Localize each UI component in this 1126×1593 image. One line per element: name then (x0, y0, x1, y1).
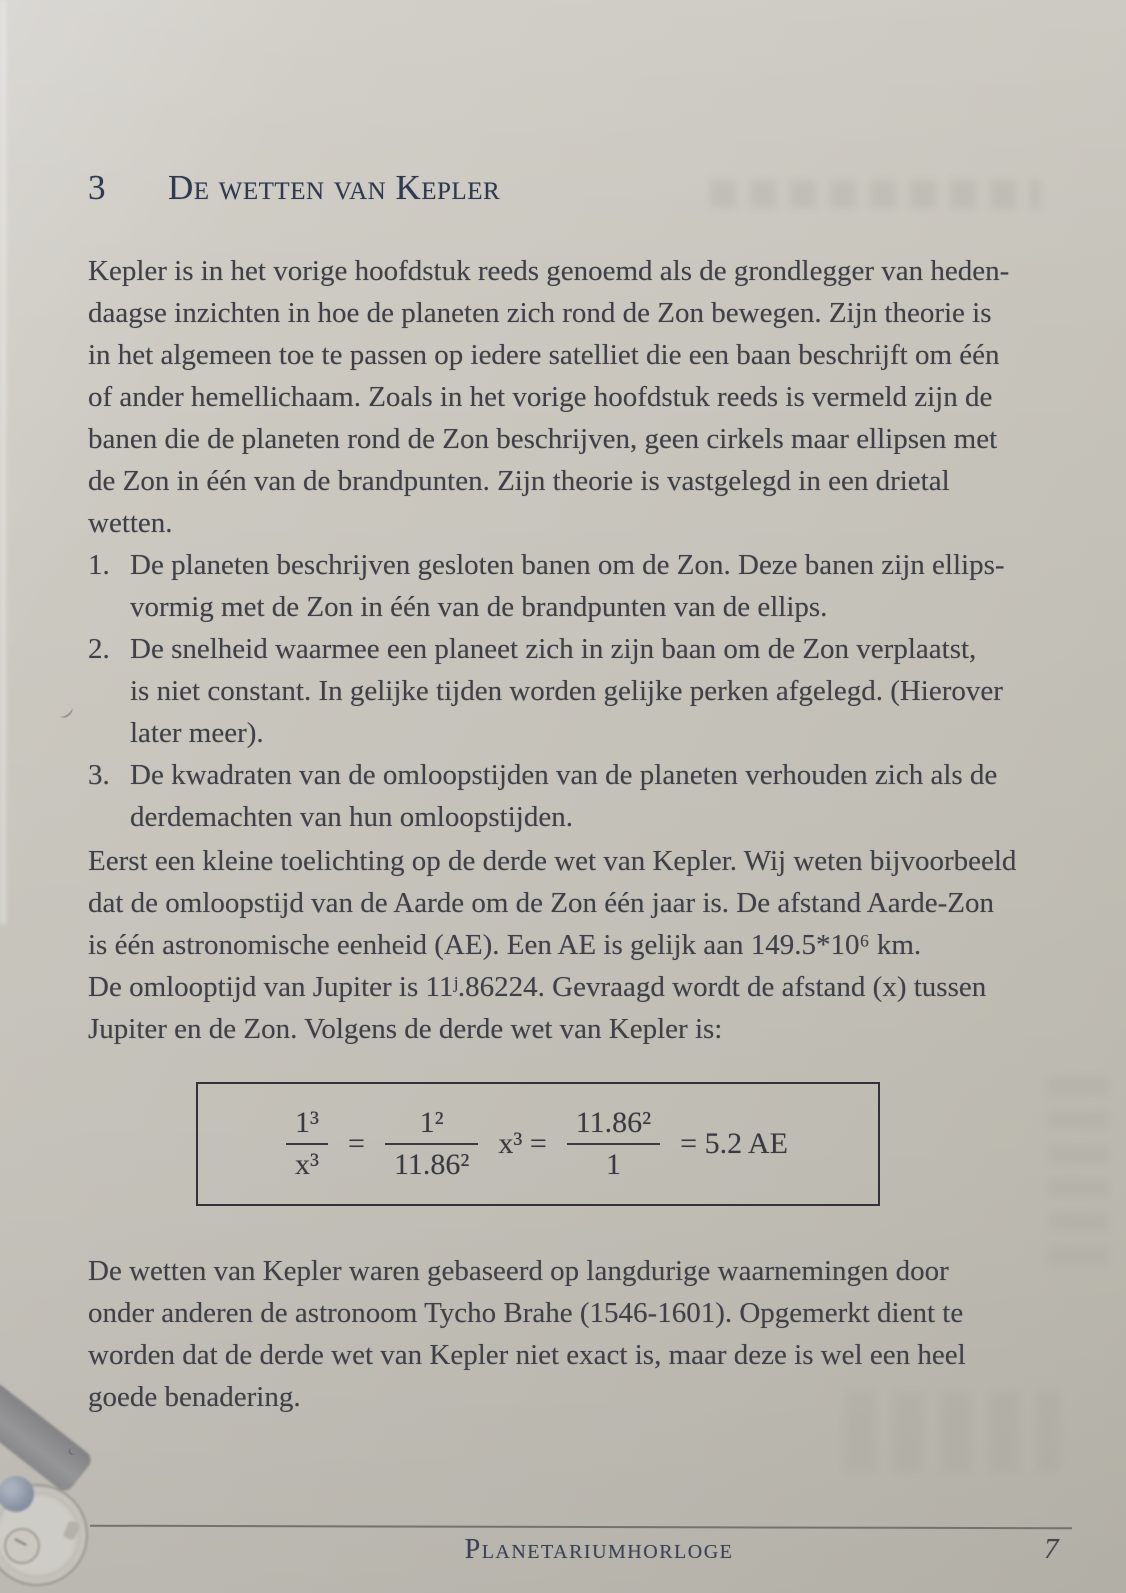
text-line: De omlooptijd van Jupiter is 11ʲ.86224. Gevraagd wordt de afstand (x) tussen (88, 971, 987, 1003)
text-line: is één astronomische eenheid (AE). Een AE is gelijk aan 149.5*10⁶ km. (88, 929, 922, 961)
text-line: derdemachten van hun omloopstijden. (130, 801, 573, 833)
text-line: De wetten van Kepler waren gebaseerd op langdurige waarnemingen door (88, 1255, 949, 1287)
text-line: Eerst een kleine toelichting op de derde wet van Kepler. Wij weten bijvoorbeeld (88, 845, 1017, 877)
fraction (385, 1106, 478, 1182)
text-line: is niet constant. In gelijke tijden worden gelijke perken afgelegd. (Hierover (130, 675, 1003, 707)
page-number: 7 (1044, 1533, 1059, 1565)
fraction-numerator: 1² (419, 1106, 444, 1139)
list-item-number: 2. (88, 633, 110, 665)
text-line: de Zon in één van de brandpunten. Zijn theorie is vastgelegd in een drietal (88, 465, 950, 497)
chapter-number: 3 (88, 168, 106, 207)
chapter-heading (88, 168, 500, 208)
text-line: wetten. (88, 507, 173, 539)
list-item (88, 628, 1068, 754)
text-line: Jupiter en de Zon. Volgens de derde wet van Kepler is: (88, 1013, 723, 1045)
fraction-denominator: 1 (567, 1143, 660, 1182)
text-line: onder anderen de astronoom Tycho Brahe (1546-1601). Opgemerkt dient te (88, 1297, 964, 1329)
text-line: of ander hemellichaam. Zoals in het vorige hoofdstuk reeds is vermeld zijn de (88, 381, 993, 413)
list-item-text (130, 754, 997, 838)
text-line: daagse inzichten in hoe de planeten zich rond de Zon bewegen. Zijn theorie is (88, 297, 992, 329)
list-item (88, 544, 1068, 628)
fraction-numerator: 11.86² (575, 1106, 652, 1139)
text-line: vormig met de Zon in één van de brandpunten van de ellips. (130, 591, 828, 623)
text-line: in het algemeen toe te passen op iedere satelliet die een baan beschrijft om één (88, 339, 1000, 371)
equals-sign: = (348, 1127, 365, 1160)
bleed-through-ghost (710, 180, 1040, 208)
list-item-text (130, 544, 1005, 628)
explanation-paragraph (88, 840, 1068, 1050)
fraction-numerator: 1³ (295, 1106, 320, 1139)
text-line: worden dat de derde wet van Kepler niet exact is, maar deze is wel een heel (88, 1339, 966, 1371)
fraction-denominator: x³ (286, 1143, 328, 1182)
list-item-number: 3. (88, 759, 110, 791)
list-item-text (130, 628, 1003, 754)
text-line: goede benadering. (88, 1381, 301, 1413)
list-item (88, 754, 1068, 838)
fraction-denominator: 11.86² (385, 1143, 478, 1182)
text-line: later meer). (130, 717, 264, 749)
formula-middle-term: x³ = (498, 1127, 547, 1160)
planetarium-watch-photo (0, 1412, 110, 1593)
intro-paragraph (88, 250, 1068, 544)
text-line: Kepler is in het vorige hoofdstuk reeds genoemd als de grondlegger van heden- (88, 255, 1010, 287)
bleed-through-ghost (1048, 1075, 1108, 1265)
text-line: De planeten beschrijven gesloten banen om de Zon. Deze banen zijn ellips- (130, 549, 1005, 581)
fraction (567, 1106, 660, 1182)
text-line: dat de omloopstijd van de Aarde om de Zon één jaar is. De afstand Aarde-Zon (88, 887, 994, 919)
text-line: De snelheid waarmee een planeet zich in zijn baan om de Zon verplaatst, (130, 633, 977, 665)
list-item-number: 1. (88, 549, 110, 581)
scan-edge-highlight (0, 0, 6, 924)
text-line: banen die de planeten rond de Zon beschrijven, geen cirkels maar ellipsen met (88, 423, 998, 455)
closing-paragraph (88, 1250, 1068, 1418)
formula-result: = 5.2 AE (680, 1127, 788, 1160)
text-line: De kwadraten van de omloopstijden van de planeten verhouden zich als de (130, 759, 998, 791)
chapter-title: De wetten van Kepler (168, 168, 501, 207)
footer-rule (90, 1525, 1072, 1530)
formula-box (196, 1082, 880, 1206)
kepler-laws-list (88, 544, 1068, 838)
running-footer-title: Planetariumhorloge (464, 1534, 734, 1565)
pencil-mark (56, 703, 75, 721)
watch-subdial (4, 1528, 40, 1564)
fraction (286, 1106, 328, 1182)
